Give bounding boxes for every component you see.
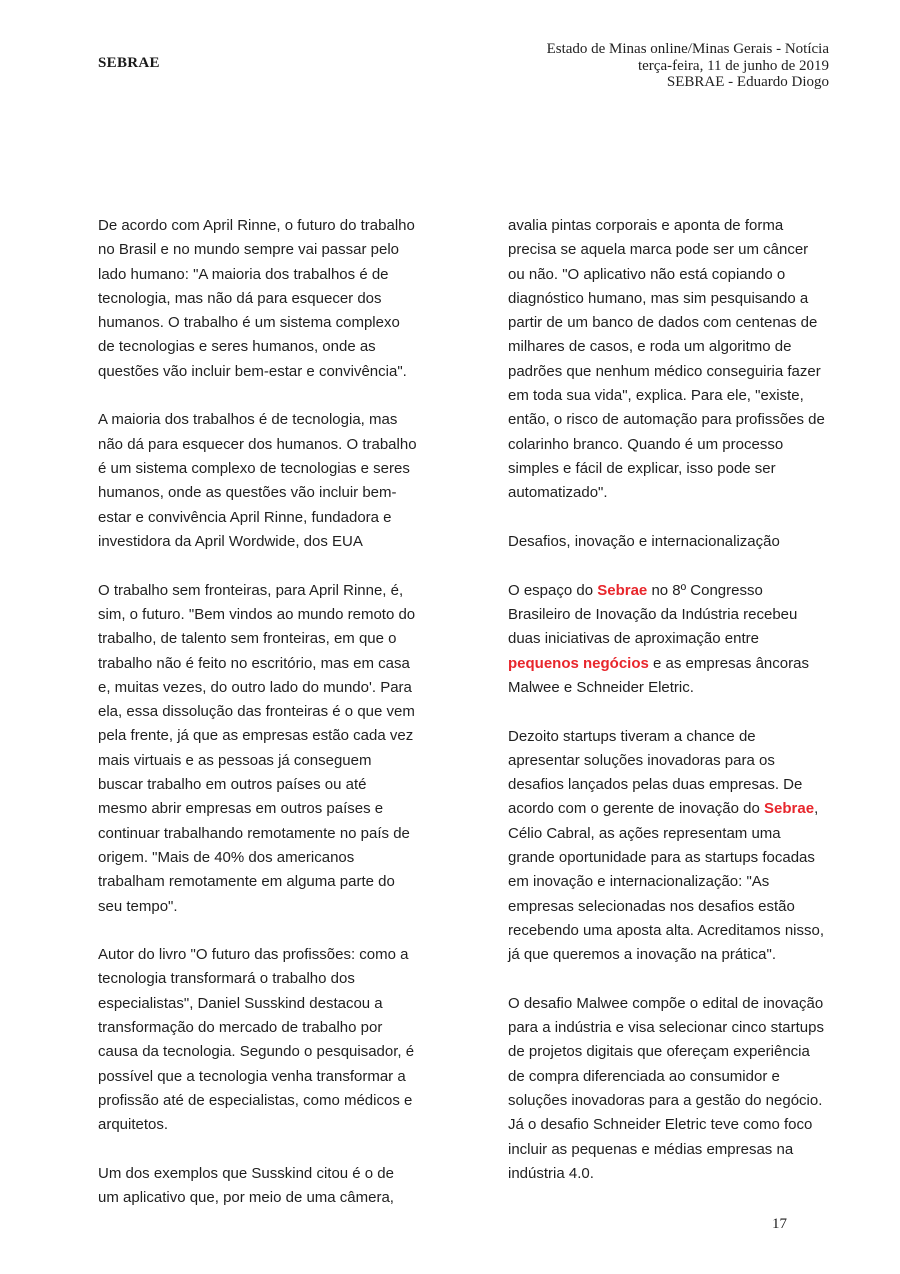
text-line: pequenos negócios e as empresas âncoras — [508, 654, 809, 672]
paragraph — [508, 579, 833, 700]
text-line: ela, essa dissolução das fronteiras é o que vem — [98, 703, 415, 721]
brand-name: SEBRAE — [98, 55, 160, 71]
text-line: mais virtuais e as pessoas já conseguem — [98, 751, 372, 769]
left-column — [98, 214, 420, 1235]
text-line: Já o desafio Schneider Eletric teve como foco — [508, 1116, 813, 1134]
text-line: em toda sua vida", explica. Para ele, "existe, — [508, 387, 804, 405]
text-line: A maioria dos trabalhos é de tecnologia, mas — [98, 411, 398, 429]
text-line: em inovação e internacionalização: "As — [508, 873, 770, 891]
text-line: Um dos exemplos que Susskind citou é o de — [98, 1164, 394, 1182]
text-line: Autor do livro "O futuro das profissões: como a — [98, 946, 409, 964]
text-line: lado humano: "A maioria dos trabalhos é de — [98, 265, 389, 283]
text-line: empresas selecionadas nos desafios estão — [508, 897, 795, 915]
text-line: grande oportunidade para as startups focadas — [508, 849, 815, 866]
text-line: partir de um banco de dados com centenas de — [508, 314, 818, 332]
text-line: é um sistema complexo de tecnologias e seres — [98, 460, 410, 478]
text-line: avalia pintas corporais e aponta de forma — [508, 217, 784, 234]
text-line: origem. "Mais de 40% dos americanos — [98, 848, 355, 866]
text-line: pela frente, já que as empresas estão cada vez — [98, 727, 414, 745]
source-info — [469, 41, 829, 91]
text-line: Célio Cabral, as ações representam uma — [508, 824, 781, 842]
text-line: e, muitas vezes, do outro lado do mundo'. Para — [98, 678, 412, 696]
text-line: um aplicativo que, por meio de uma câmera, — [98, 1189, 394, 1207]
text-line: automatizado". — [508, 484, 608, 502]
text-line: ou não. "O aplicativo não está copiando o — [508, 265, 786, 283]
text-line: Desafios, inovação e internacionalização — [508, 532, 780, 550]
text-line: para a indústria e visa selecionar cinco startups — [508, 1019, 824, 1037]
text-line: de tecnologias e seres humanos, onde as — [98, 338, 376, 356]
text-line: então, o risco de automação para profissões de — [508, 411, 825, 429]
text-line: não dá para esquecer dos humanos. O trabalho — [98, 435, 417, 453]
text-line: simples e fácil de explicar, isso pode ser — [508, 459, 776, 477]
text-line: arquitetos. — [98, 1116, 169, 1134]
source-date: terça-feira, 11 de junho de 2019 — [637, 57, 829, 74]
text-line: duas iniciativas de aproximação entre — [508, 630, 759, 648]
highlight-term: Sebrae — [764, 800, 815, 818]
paragraph — [98, 579, 420, 919]
text-line: mesmo abrir empresas em outros países e — [98, 800, 384, 818]
paragraph — [98, 408, 420, 554]
text-line: trabalho não é feito no escritório, mas em casa — [98, 654, 410, 672]
text-line: de compra diferenciada ao consumidor e — [508, 1067, 780, 1085]
text-line: tecnologia, mas não dá para esquecer dos — [98, 289, 382, 307]
section-heading — [508, 530, 833, 554]
text-line: humanos, onde as questões vão incluir bem- — [98, 484, 397, 502]
page-number: 17 — [772, 1216, 787, 1232]
text-line: O trabalho sem fronteiras, para April Rinne, é, — [98, 581, 404, 599]
paragraph — [98, 1162, 420, 1211]
text-line: especialistas", Daniel Susskind destacou a — [98, 994, 383, 1012]
text-line: sim, o futuro. "Bem vindos ao mundo remoto do — [98, 605, 416, 623]
text-line: questões vão incluir bem-estar e convivência". — [98, 362, 407, 380]
text-line: continuar trabalhando remotamente no país de — [98, 824, 410, 842]
text-line: O desafio Malwee compõe o edital de inovação — [508, 994, 824, 1012]
text-line: O espaço do Sebrae no 8º Congresso — [508, 581, 763, 599]
text-line: milhares de casos, e roda um algoritmo de — [508, 338, 792, 356]
text-line: trabalho, de talento sem fronteiras, em que o — [98, 630, 397, 648]
text-line: desafios lançados pelas duas empresas. De — [508, 776, 803, 794]
text-line: Dezoito startups tiveram a chance de — [508, 727, 756, 745]
paragraph — [98, 214, 420, 384]
text-line: incluir as pequenas e médias empresas na — [508, 1140, 794, 1158]
text-line: estar e convivência April Rinne, fundadora e — [98, 508, 392, 526]
text-line: no Brasil e no mundo sempre vai passar pelo — [98, 241, 399, 259]
text-line: recebendo uma aposta alta. Acreditamos nisso, — [508, 921, 825, 939]
text-line: indústria 4.0. — [508, 1164, 594, 1182]
text-line: De acordo com April Rinne, o futuro do trabalho — [98, 217, 415, 234]
text-line: buscar trabalho em outros países ou até — [98, 776, 367, 794]
paragraph — [508, 214, 833, 506]
text-line: Brasileiro de Inovação da Indústria recebeu — [508, 605, 798, 623]
paragraph — [508, 992, 833, 1186]
text-line: Malwee e Schneider Eletric. — [508, 678, 694, 696]
text-line: investidora da April Wordwide, dos EUA — [98, 532, 363, 550]
text-line: humanos. O trabalho é um sistema complexo — [98, 314, 400, 332]
text-line: transformação do mercado de trabalho por — [98, 1019, 383, 1037]
text-line: tecnologia transformará o trabalho dos — [98, 970, 355, 988]
text-line: padrões que nenhum médico conseguiria fazer — [508, 362, 821, 380]
text-line: de projetos digitais que ofereçam experiência — [508, 1043, 810, 1061]
text-line: colarinho branco. Quando é um processo — [508, 435, 784, 453]
text-line: acordo com o gerente de inovação do Sebrae, — [508, 800, 819, 818]
text-line: trabalham remotamente em alguma parte do — [98, 873, 395, 891]
text-line: diagnóstico humano, mas sim pesquisando a — [508, 289, 809, 307]
source-line: Estado de Minas online/Minas Gerais - Notícia — [546, 41, 829, 57]
paragraph — [508, 725, 833, 968]
paragraph — [98, 943, 420, 1137]
highlight-term: pequenos negócios — [508, 654, 649, 672]
text-line: soluções inovadoras para a gestão do negócio. — [508, 1092, 823, 1110]
text-line: precisa se aquela marca pode ser um câncer — [508, 241, 809, 259]
highlight-term: Sebrae — [597, 581, 648, 599]
source-author: SEBRAE - Eduardo Diogo — [666, 74, 829, 90]
text-line: possível que a tecnologia venha transformar a — [98, 1067, 406, 1085]
right-column — [508, 214, 833, 1211]
text-line: profissão até de especialistas, como médicos e — [98, 1091, 413, 1109]
text-line: já que queremos a inovação na prática". — [508, 946, 776, 964]
text-line: apresentar soluções inovadoras para os — [508, 751, 775, 769]
text-line: seu tempo". — [98, 897, 178, 915]
text-line: causa da tecnologia. Segundo o pesquisador, é — [98, 1043, 415, 1061]
